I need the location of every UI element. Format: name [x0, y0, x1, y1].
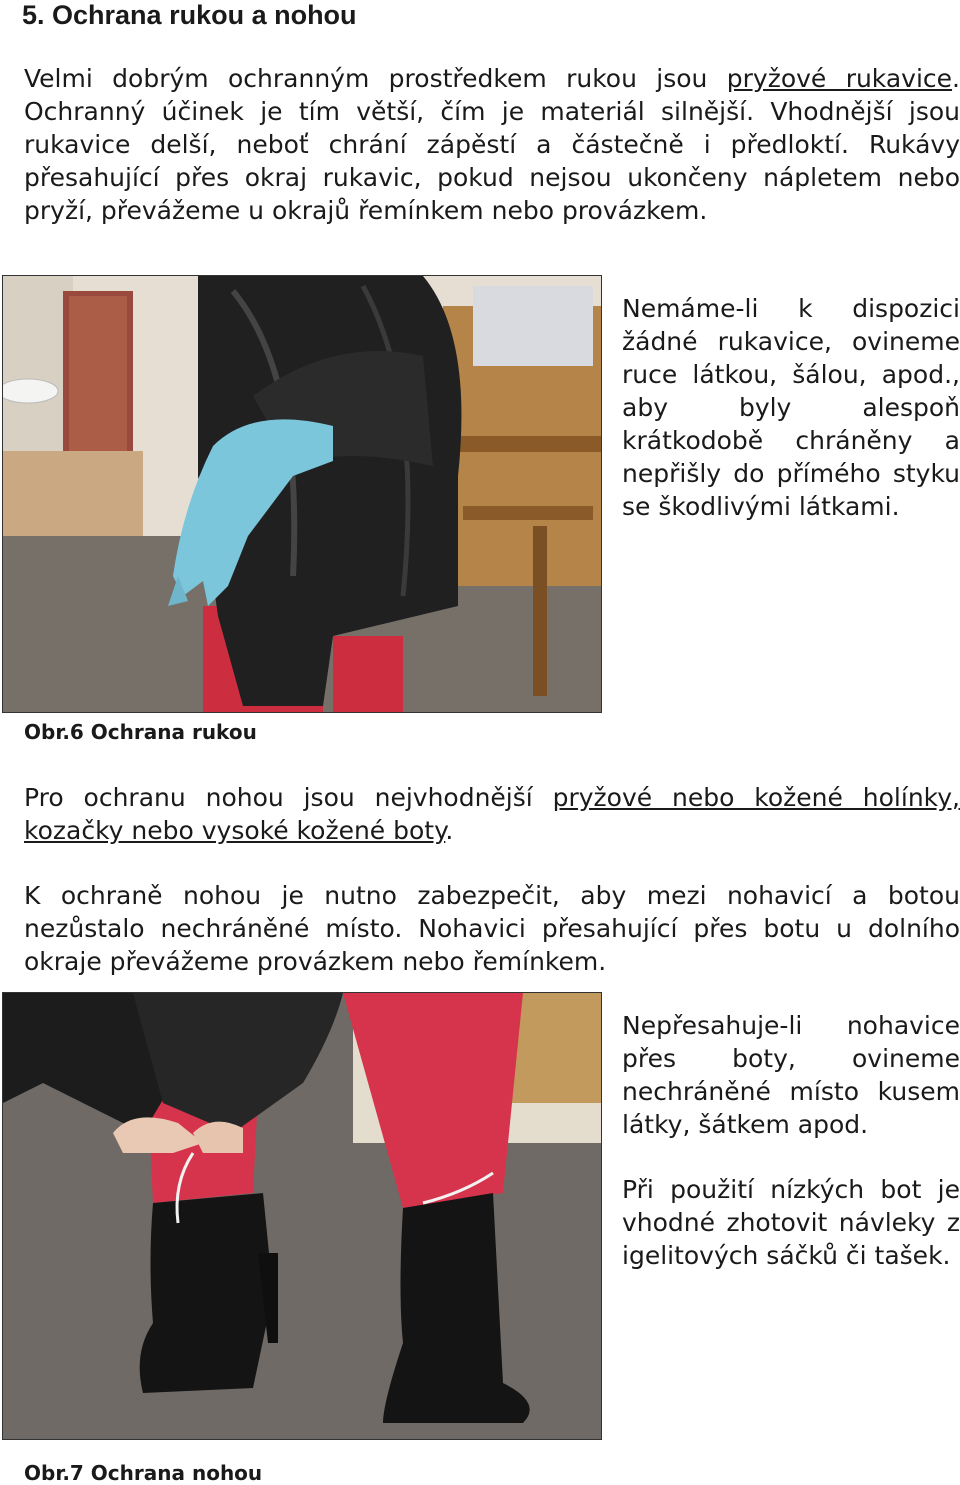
paragraph-foot-protection: Pro ochranu nohou jsou nejvhodnější pryžové nebo kožené holínky, kozačky nebo vysoké kožené boty. — [24, 783, 960, 845]
link-rubber-gloves: pryžové rukavice — [726, 64, 953, 93]
photo-foot-protection-image — [3, 993, 601, 1439]
text-low-shoes: Při použití nízkých bot je vhodné zhotovit návleky z igelitových sáčků či tašek. — [622, 1175, 960, 1270]
paragraph-gloves: Velmi dobrým ochranným prostředkem rukou jsou pryžové rukavice. Ochranný účinek je tím větší, čím je materiál silnější. Vhodnější jsou rukavice delší, neboť chrání zápěstí a částečně i předloktí. Rukávy přesahující přes okraj rukavic, pokud nejsou ukončeny nápletem nebo pryží, převážeme u okrajů řemínkem nebo provázkem. — [24, 64, 960, 225]
section-heading: 5. Ochrana rukou a nohou — [22, 0, 357, 30]
figure-caption-6: Obr.6 Ochrana rukou — [24, 720, 257, 744]
photo-hand-protection — [2, 275, 602, 713]
text-uncovered-gap: Nepřesahuje-li nohavice přes boty, ovineme nechráněné místo kusem látky, šátkem apod. — [622, 1011, 960, 1139]
paragraph-trouser-boot-gap: K ochraně nohou je nutno zabezpečit, aby mezi nohavicí a botou nezůstalo nechráněné místo. Nohavici přesahující přes botu u dolního okraje převážeme provázkem nebo řemínkem. — [24, 881, 960, 976]
photo-foot-protection — [2, 992, 602, 1440]
text-no-gloves: Nemáme-li k dispozici žádné rukavice, ovineme ruce látkou, šálou, apod., aby byly alespoň krátkodobě chráněny a nepřišly do přímého styku se škodlivými látkami. — [622, 294, 960, 521]
link-boots: pryžové nebo kožené holínky, kozačky nebo vysoké kožené boty — [24, 783, 960, 845]
photo-hand-protection-image — [3, 276, 601, 712]
figure-caption-7: Obr.7 Ochrana nohou — [24, 1461, 263, 1485]
